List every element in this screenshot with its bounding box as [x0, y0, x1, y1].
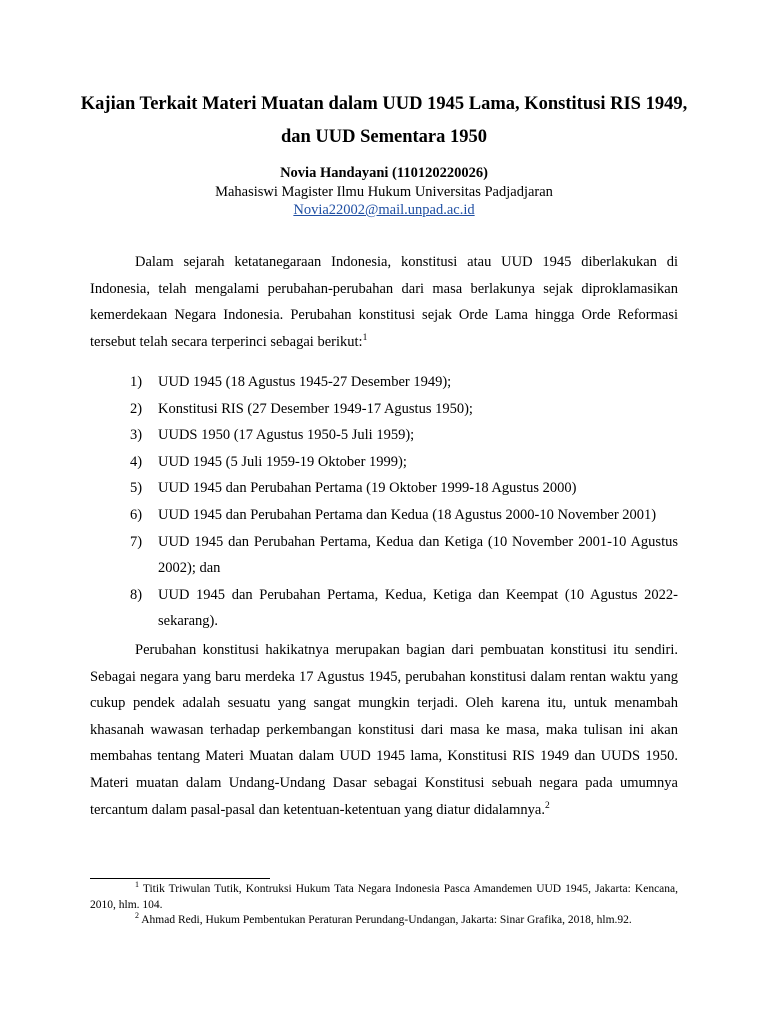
amendment-list	[90, 369, 678, 635]
list-item-text: UUD 1945 (5 Juli 1959-19 Oktober 1999);	[158, 453, 407, 470]
intro-paragraph-text: Dalam sejarah ketatanegaraan Indonesia, konstitusi atau UUD 1945 diberlakukan di Indonesia, telah mengalami perubahan-perubahan dari masa berlakunya sejak diproklamasikan kemerdekaan Negara Indonesia. Perubahan konstitusi sejak Orde Lama hingga Orde Reformasi tersebut telah secara terperinci sebagai berikut:	[90, 254, 678, 350]
list-item	[90, 529, 678, 582]
title-line: Kajian Terkait Materi Muatan dalam UUD 1945 Lama, Konstitusi RIS 1949,	[80, 94, 688, 114]
title-line: dan UUD Sementara 1950	[280, 127, 488, 147]
list-item-text: UUD 1945 (18 Agustus 1945-27 Desember 1949);	[158, 374, 452, 390]
author-email-line	[80, 200, 688, 220]
list-item	[90, 502, 678, 529]
list-item-number: 5)	[130, 480, 143, 497]
footnote	[90, 913, 678, 929]
list-item-number: 2)	[130, 400, 143, 417]
list-item-number: 8)	[130, 586, 143, 603]
body-paragraph-text: Perubahan konstitusi hakikatnya merupakan bagian dari pembuatan konstitusi itu sendiri. Sebagai negara yang baru merdeka 17 Agustus 1945, perubahan konstitusi dalam rentan waktu yang cukup pendek adalah sesuatu yang sangat mungkin terjadi. Oleh karena itu, untuk menambah khasanah wawasan terhadap perkembangan konstitusi dari masa ke masa, maka tulisan ini akan membahas tentang Materi Muatan dalam UUD 1945 lama, Konstitusi RIS 1949 dan UUDS 1950. Materi muatan dalam Undang-Undang Dasar sebagai Konstitusi sebuah negara pada umumnya tercantum dalam pasal-pasal dan ketentuan-ketentuan yang diatur didalamnya.	[90, 642, 678, 818]
footnote-ref[interactable]: 2	[544, 800, 550, 811]
intro-paragraph	[90, 249, 678, 355]
footnote	[90, 882, 678, 913]
list-item-text: UUD 1945 dan Perubahan Pertama, Kedua, Ketiga dan Keempat (10 Agustus 2022-sekarang).	[158, 586, 678, 630]
footnotes-section	[90, 882, 678, 929]
list-item	[90, 369, 678, 396]
list-item-text: UUD 1945 dan Perubahan Pertama (19 Oktober 1999-18 Agustus 2000)	[158, 480, 577, 497]
list-item-number: 3)	[130, 427, 143, 444]
list-item-text: UUD 1945 dan Perubahan Pertama, Kedua dan Ketiga (10 November 2001-10 Agustus 2002); dan	[158, 533, 678, 577]
list-item	[90, 475, 678, 502]
author-affiliation: Mahasiswi Magister Ilmu Hukum Universitas Padjadjaran	[215, 184, 553, 200]
footnote-text: Ahmad Redi, Hukum Pembentukan Peraturan Perundang-Undangan, Jakarta: Sinar Grafika, 2018, hlm.92.	[141, 914, 632, 926]
document-title	[80, 88, 688, 154]
footnote-number: 1	[135, 880, 139, 890]
list-item	[90, 449, 678, 476]
list-item	[90, 396, 678, 423]
list-item-number: 7)	[130, 533, 143, 550]
list-item	[90, 582, 678, 635]
footnote-ref[interactable]: 1	[362, 332, 368, 343]
list-item-number: 1)	[130, 374, 143, 390]
list-item-number: 6)	[130, 506, 143, 523]
list-item-number: 4)	[130, 453, 143, 470]
list-item-text: UUD 1945 dan Perubahan Pertama dan Kedua (18 Agustus 2000-10 November 2001)	[158, 506, 657, 523]
list-item	[90, 422, 678, 449]
footnote-divider	[90, 878, 270, 879]
author-email-link[interactable]: Novia22002@mail.unpad.ac.id	[293, 202, 475, 218]
body-paragraph	[90, 637, 678, 823]
author-name: Novia Handayani (110120220026)	[280, 165, 488, 181]
list-item-text: UUDS 1950 (17 Agustus 1950-5 Juli 1959);	[158, 427, 415, 444]
list-item-text: Konstitusi RIS (27 Desember 1949-17 Agustus 1950);	[158, 400, 473, 417]
footnote-number: 2	[135, 911, 139, 921]
footnote-text: Titik Triwulan Tutik, Kontruksi Hukum Tata Negara Indonesia Pasca Amandemen UUD 1945, Jakarta: Kencana, 2010, hlm. 104.	[90, 883, 679, 911]
